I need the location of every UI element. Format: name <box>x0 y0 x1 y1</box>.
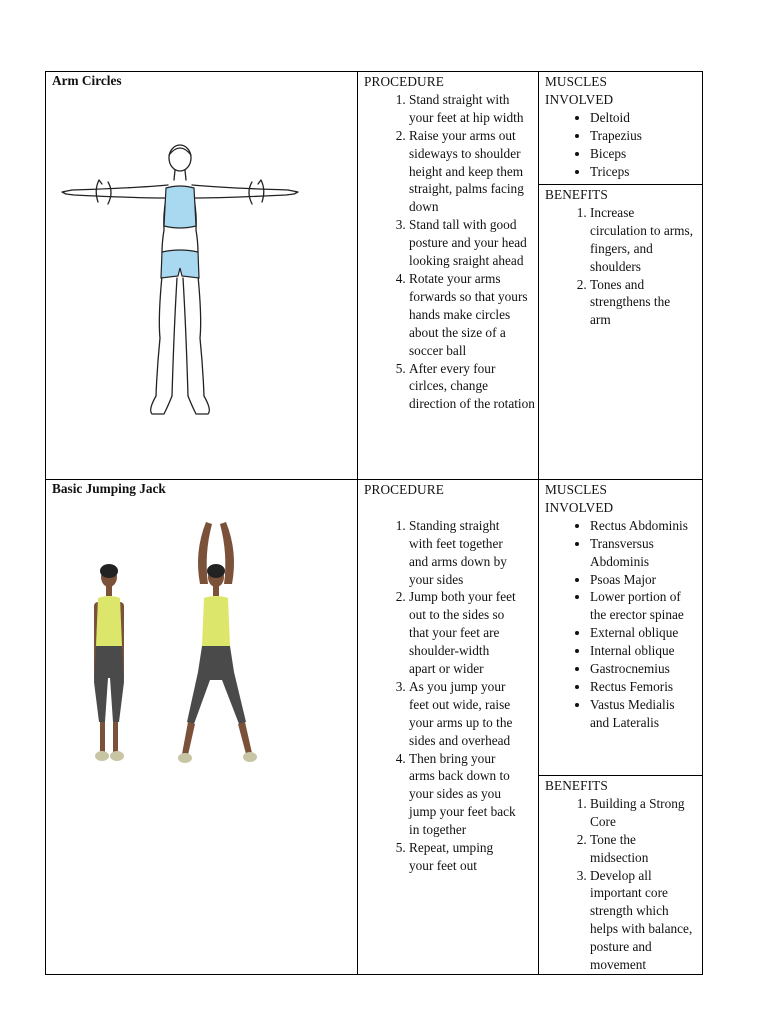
person-standing <box>94 564 124 761</box>
person-jumping <box>178 522 257 763</box>
benefits-heading: BENEFITS <box>545 187 608 202</box>
list-item: • Psoas Major <box>590 571 694 589</box>
list-item: 1. Increase circulation to arms, fingers, and shoulders <box>590 204 694 276</box>
arm-circles-procedure-cell <box>357 71 539 480</box>
list-item: • Transversus Abdominis <box>590 535 694 571</box>
benefits-heading: BENEFITS <box>545 778 608 793</box>
muscles-heading: MUSCLES INVOLVED <box>545 482 614 515</box>
procedure-steps <box>358 517 519 875</box>
arm-circles-illustration <box>56 138 306 418</box>
list-item: 4. Rotate your arms forwards so that yours hands make circles about the size of a soccer ball <box>409 270 535 360</box>
list-item: 3. Stand tall with good posture and your head looking sraight ahead <box>409 216 535 270</box>
arm-circles-muscles-cell <box>538 71 703 185</box>
list-item: • Vastus Medialis and Lateralis <box>590 696 694 732</box>
list-item: 3. Develop all important core strength which helps with balance, posture and movement <box>590 867 694 974</box>
muscles-list <box>539 517 694 732</box>
procedure-steps <box>358 91 535 413</box>
exercise-title: Basic Jumping Jack <box>52 481 166 496</box>
list-item: 4. Then bring your arms back down to your sides as you jump your feet back in together <box>409 750 519 840</box>
list-item: 3. As you jump your feet out wide, raise your arms up to the sides and overhead <box>409 678 519 750</box>
list-item: 1. Stand straight with your feet at hip width <box>409 91 535 127</box>
list-item: 2. Jump both your feet out to the sides so that your feet are shoulder-width apart or wider <box>409 588 519 678</box>
arm-circles-benefits-cell <box>538 184 703 480</box>
procedure-heading: PROCEDURE <box>364 482 444 497</box>
list-item: 2. Tones and strengthens the arm <box>590 276 694 330</box>
benefits-list <box>539 795 694 974</box>
jumping-jack-procedure-cell <box>357 479 539 975</box>
jumping-jack-image-cell <box>45 479 358 975</box>
jumping-jack-photo <box>84 522 284 787</box>
list-item: • Triceps <box>590 163 694 181</box>
list-item: • Deltoid <box>590 109 694 127</box>
list-item: 1. Standing straight with feet together and arms down by your sides <box>409 517 519 589</box>
arm-circles-image-cell <box>45 71 358 480</box>
list-item: • Rectus Abdominis <box>590 517 694 535</box>
muscles-heading: MUSCLES INVOLVED <box>545 74 614 107</box>
exercise-title: Arm Circles <box>52 73 122 88</box>
jumping-jack-muscles-cell <box>538 479 703 776</box>
list-item: • Lower portion of the erector spinae <box>590 588 694 624</box>
list-item: • Internal oblique <box>590 642 694 660</box>
list-item: • Biceps <box>590 145 694 163</box>
list-item: • External oblique <box>590 624 694 642</box>
list-item: 2. Raise your arms out sideways to shoulder height and keep them straight, palms facing down <box>409 127 535 217</box>
list-item: 5. Repeat, umping your feet out <box>409 839 519 875</box>
list-item: • Gastrocnemius <box>590 660 694 678</box>
list-item: 2. Tone the midsection <box>590 831 694 867</box>
list-item: • Rectus Femoris <box>590 678 694 696</box>
procedure-heading: PROCEDURE <box>364 74 444 89</box>
list-item: 5. After every four cirlces, change direction of the rotation <box>409 360 535 414</box>
muscles-list <box>539 109 694 181</box>
list-item: • Trapezius <box>590 127 694 145</box>
list-item: 1. Building a Strong Core <box>590 795 694 831</box>
jumping-jack-benefits-cell <box>538 775 703 975</box>
benefits-list <box>539 204 694 329</box>
